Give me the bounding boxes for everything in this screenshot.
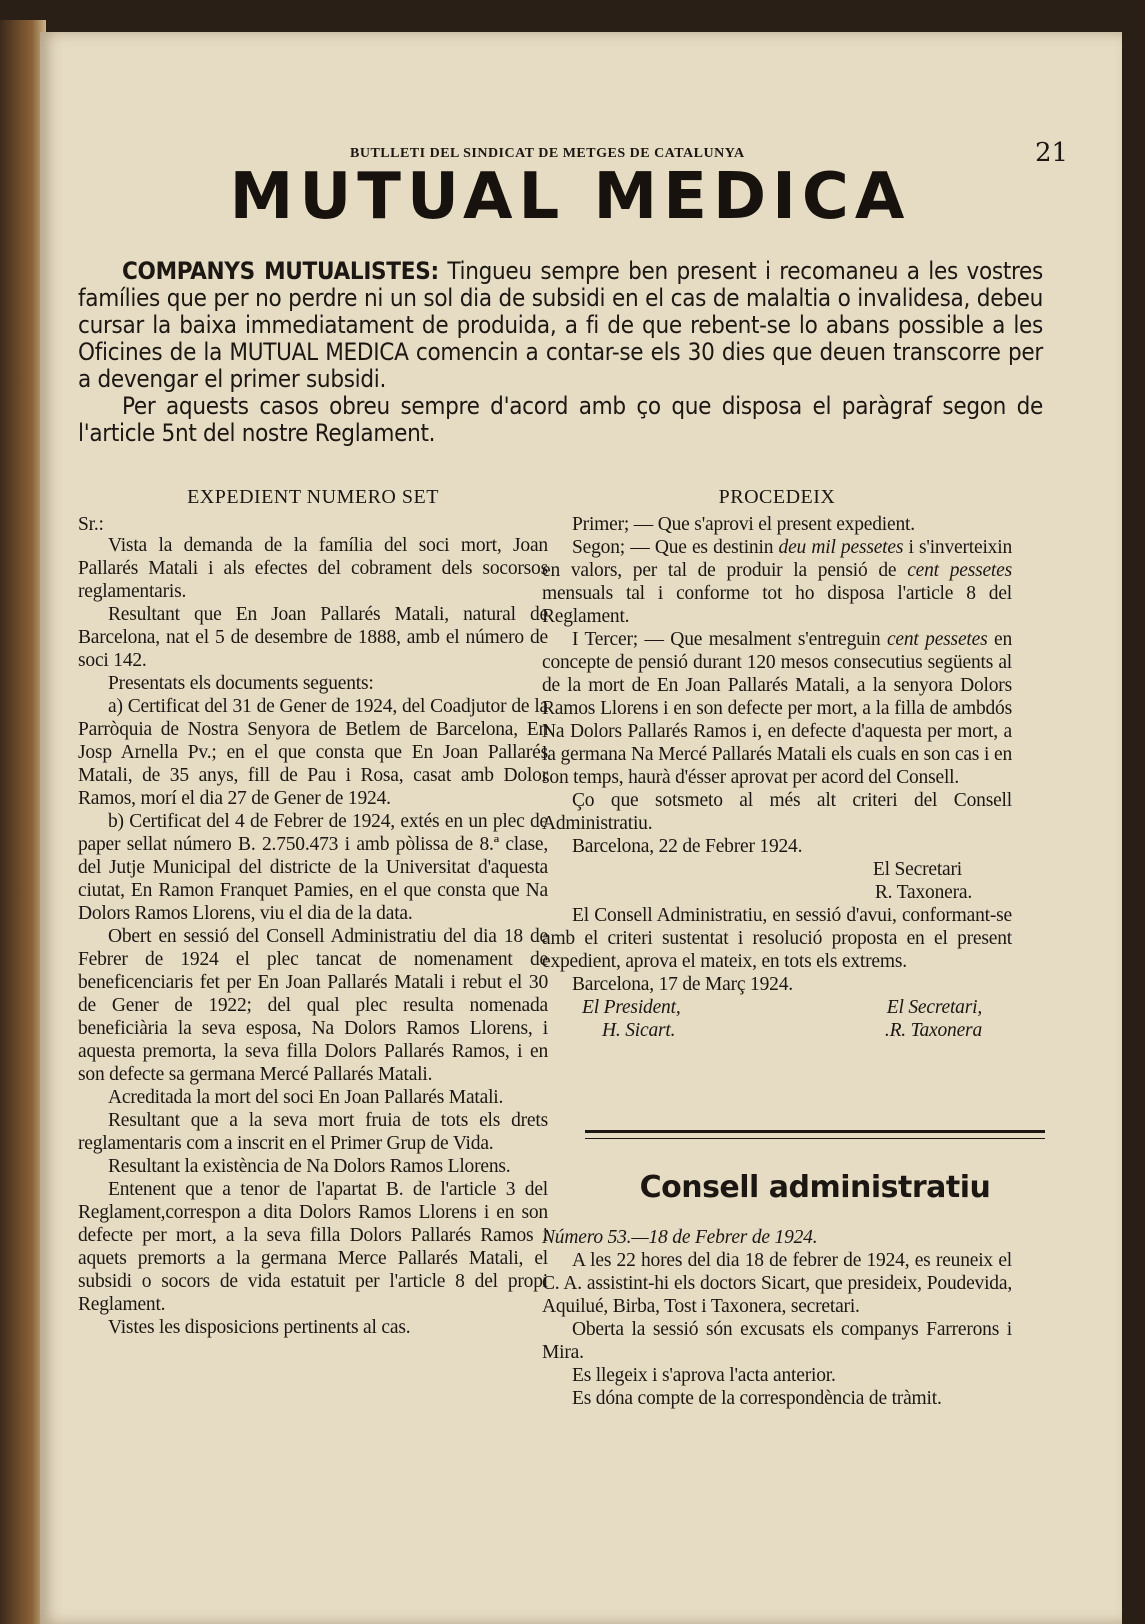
notice-lead: COMPANYS MUTUALISTES: xyxy=(122,257,439,285)
president-name: H. Sicart. xyxy=(602,1020,676,1041)
expedient-paragraph: Presentats els documents seguents: xyxy=(108,673,374,694)
procedeix-date-2: Barcelona, 17 de Març 1924. xyxy=(572,974,793,995)
running-title: BUTLLETI DEL SINDICAT DE METGES DE CATALUNYA xyxy=(350,146,745,161)
expedient-column xyxy=(78,486,548,1339)
signature-names xyxy=(542,1019,1012,1042)
expedient-paragraph: Resultant la existència de Na Dolors Ramos Llorens. xyxy=(108,1156,511,1177)
consell-paragraph: Oberta la sessió són excusats els companys Farrerons i Mira. xyxy=(542,1319,1012,1363)
secretary-name: R. Taxonera. xyxy=(874,882,972,903)
secretary-title: El Secretari xyxy=(872,859,962,880)
expedient-paragraph: Entenent que a tenor de l'apartat B. de l'article 3 del Reglament,correspon a dita Dolors Ramos Llorens i en son defecte per mort, a la seva filla Dolors Pallarés Ramos i aquets premorts a la germana Merce Pallarés Matali, el subsidi o socors de vida estatuit per l'article 8 del propi Reglament. xyxy=(78,1179,548,1315)
expedient-paragraph: Resultant que a la seva mort fruia de tots els drets reglamentaris com a inscrit en el Primer Grup de Vida. xyxy=(78,1110,548,1154)
procedeix-tercer-text: I Tercer; — Que mesalment s'entreguin xyxy=(572,629,887,650)
procedeix-tercer-text: en concepte de pensió durant 120 mesos consecutius següents al de la mort de En Joan Pallarés Matali, a la senyora Dolors Ramos Llorens i en son defecte per mort, a la filla de ambdós Na Dolors Pallarés Ramos i, en defecte d'aquesta per mort, a la germana Na Mercé Pallarés Matali els cuals en son cas i en son temps, haurà d'ésser aprovat per acord del Consell. xyxy=(542,629,1012,788)
expedient-paragraph: Vistes les disposicions pertinents al cas. xyxy=(108,1317,411,1338)
consell-paragraph: Es dóna compte de la correspondència de tràmit. xyxy=(572,1388,942,1409)
procedeix-heading: PROCEDEIX xyxy=(718,486,836,508)
expedient-paragraph: Obert en sessió del Consell Administratiu del dia 18 de Febrer de 1924 el plec tancat de nomenament de beneficenciaris fet per En Joan Pallarés Matali i rebut el 30 de Gener de 1922; del qual plec resulta nomenada beneficiària la seva esposa, Na Dolors Ramos Llorens, i aquesta premorta, la seva filla Dolors Pallarés Ramos, i en son defecte sa germana Mercé Pallarés Matali. xyxy=(78,926,548,1085)
expedient-salutation: Sr.: xyxy=(78,514,104,535)
expedient-heading: EXPEDIENT NUMERO SET xyxy=(187,486,439,508)
secretary-sign-title: El Secretari, xyxy=(886,997,982,1018)
procedeix-tercer xyxy=(542,628,1012,789)
signature-titles xyxy=(542,996,1012,1019)
consell-number-line xyxy=(542,1226,1012,1249)
procedeix-segon-text: i s'inverteixin en valors, per tal de produir la pensió de xyxy=(542,537,1012,581)
notice-paragraph-1: Tingueu sempre ben present i recomaneu a les vostres famílies que per no perdre ni un sol dia de subsidi en el cas de malaltia o invalidesa, debeu cursar la baixa immediatament de produida, a fi de que rebent-se lo abans possible a les Oficines de la MUTUAL MEDICA comencin a contar-se els 30 dies que deuen transcorre per a devengar el primer subsidi. xyxy=(78,257,1043,393)
secretary-sign-name: .R. Taxonera xyxy=(884,1020,982,1041)
expedient-paragraph: Acreditada la mort del soci En Joan Pallarés Matali. xyxy=(108,1087,504,1108)
masthead-title: MUTUAL MEDICA xyxy=(229,160,911,234)
procedeix-tercer-amount: cent pessetes xyxy=(886,629,988,650)
expedient-paragraph: b) Certificat del 4 de Febrer de 1924, extés en un plec de paper sellat número B. 2.750.473 i amb pòlissa de 8.ª clase, del Jutje Municipal del districte de la Universitat d'aquesta ciutat, En Ramon Franquet Pamies, en el que consta que Na Dolors Ramos Llorens, viu el dia de la data. xyxy=(78,811,548,924)
consell-paragraph: Es llegeix i s'aprova l'acta anterior. xyxy=(572,1365,836,1386)
page-number: 21 xyxy=(1035,138,1069,168)
procedeix-primer: Primer; — Que s'aprovi el present expedient. xyxy=(572,514,915,535)
procedeix-approval: El Consell Administratiu, en sessió d'avui, conformant-se amb el criteri sustentat i resolució proposta en el present expedient, aprova el mateix, en tots els extrems. xyxy=(542,905,1012,972)
procedeix-segon-amount: cent pessetes xyxy=(907,560,1012,581)
section-divider xyxy=(585,1130,1045,1139)
consell-number: Número 53. xyxy=(542,1227,632,1248)
expedient-paragraph: Resultant que En Joan Pallarés Matali, natural de Barcelona, nat el 5 de desembre de 1888, amb el número de soci 142. xyxy=(78,604,548,671)
consell-date: —18 de Febrer de 1924. xyxy=(631,1227,818,1248)
procedeix-date-1: Barcelona, 22 de Febrer 1924. xyxy=(572,836,803,857)
procedeix-submit: Ço que sotsmeto al més alt criteri del Consell Administratiu. xyxy=(542,790,1012,834)
notice-block xyxy=(78,258,1043,447)
consell-column xyxy=(542,1226,1012,1410)
expedient-paragraph: a) Certificat del 31 de Gener de 1924, del Coadjutor de la Parròquia de Nostra Senyora de Betlem de Barcelona, En Josp Arnella Pv.; en el que consta que En Joan Pallarés Matali, de 35 anys, fill de Pau i Rosa, casat amb Dolor Ramos, morí el dia 27 de Gener de 1924. xyxy=(78,696,548,809)
procedeix-segon xyxy=(542,536,1012,628)
president-title: El President, xyxy=(582,997,681,1018)
notice-paragraph-2: Per aquests casos obreu sempre d'acord amb ço que disposa el paràgraf segon de l'article 5nt del nostre Reglament. xyxy=(78,392,1043,447)
procedeix-column xyxy=(542,486,1012,1042)
consell-paragraph: A les 22 hores del dia 18 de febrer de 1924, es reuneix el C. A. assistint-hi els doctors Sicart, que presideix, Poudevida, Aquilué, Birba, Tost i Taxonera, secretari. xyxy=(542,1250,1012,1317)
consell-heading: Consell administratiu xyxy=(639,1170,991,1205)
expedient-paragraph: Vista la demanda de la família del soci mort, Joan Pallarés Matali i als efectes del cobrament dels socorsos reglamentaris. xyxy=(78,535,548,602)
procedeix-segon-amount: deu mil pessetes xyxy=(778,537,904,558)
procedeix-segon-text: Segon; — Que es destinin xyxy=(572,537,779,558)
procedeix-segon-text: mensuals tal i conforme tot ho disposa l'article 8 del Reglament. xyxy=(542,583,1012,627)
